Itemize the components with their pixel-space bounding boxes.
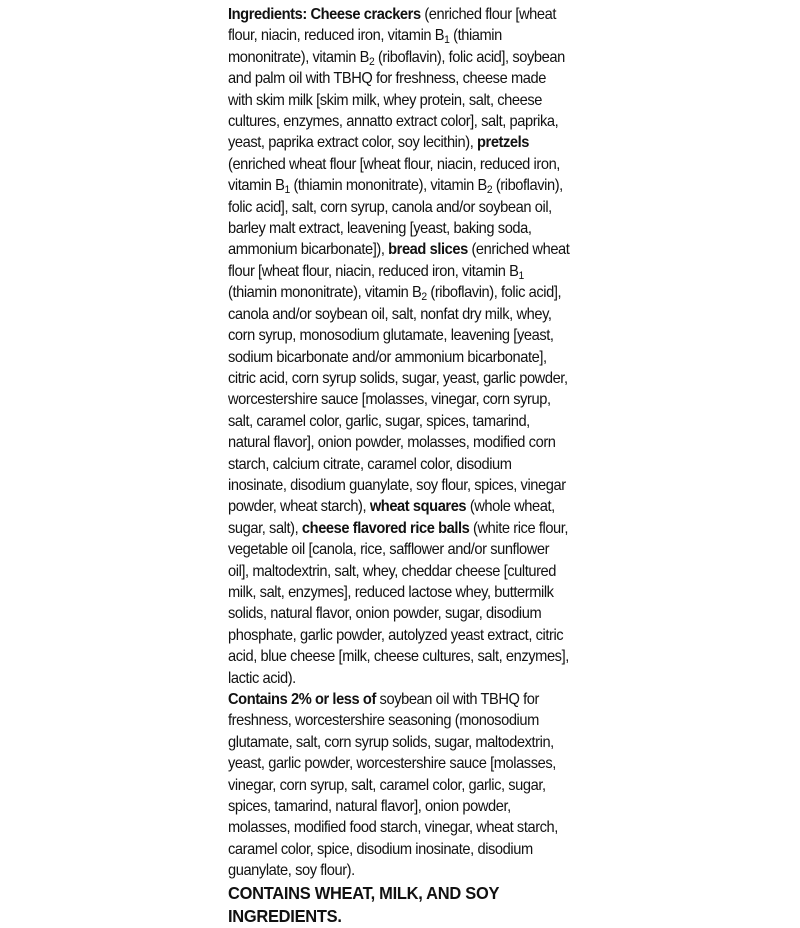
- subscript-1: 1: [518, 269, 524, 282]
- pretzels-label: pretzels: [477, 134, 530, 152]
- subscript-1: 1: [284, 184, 290, 197]
- pretzels-text-3: (riboflavin), folic acid], salt, corn syrup, canola and/or soybean oil, barley malt extract, leavening [yeast, baking soda, ammonium bicarbonate]),: [228, 177, 563, 259]
- bread-slices-label: bread slices: [388, 241, 468, 259]
- subscript-2: 2: [368, 55, 375, 68]
- cheese-crackers-label: Cheese crackers: [310, 6, 421, 23]
- pretzels-text-1: (enriched wheat flour [wheat flour, niacin, reduced iron, vitamin B: [228, 155, 560, 195]
- cheese-crackers-text-1: (enriched flour [wheat flour, niacin, reduced iron, vitamin B: [228, 6, 556, 45]
- bread-slices-text-2: (thiamin mononitrate), vitamin B: [228, 284, 422, 302]
- pretzels-text-2: (thiamin mononitrate), vitamin B: [289, 177, 487, 195]
- ingredients-paragraph: [228, 4, 573, 689]
- rice-balls-label: cheese flavored rice balls: [301, 519, 470, 537]
- contains-heading: Contains 2% or less of: [228, 691, 376, 708]
- subscript-2: 2: [421, 291, 427, 304]
- wheat-squares-text: (whole wheat, sugar, salt),: [228, 498, 555, 537]
- bread-slices-text-1: (enriched wheat flour [wheat flour, niacin, reduced iron, vitamin B: [228, 241, 570, 280]
- contains-paragraph: [228, 689, 573, 882]
- contains-text: soybean oil with TBHQ for freshness, worcestershire seasoning (monosodium glutamate, salt, corn syrup solids, sugar, maltodextrin, yeast, garlic powder, worcestershire sauce [molasses, vinegar, corn syrup, salt, caramel color, garlic, sugar, spices, tamarind, natural flavor], onion powder, molasses, modified food starch, vinegar, wheat starch, caramel color, spice, disodium inosinate, disodium guanylate, soy flour).: [228, 691, 558, 880]
- wheat-squares-label: wheat squares: [369, 498, 467, 516]
- bread-slices-text-3: (riboflavin), folic acid], canola and/or soybean oil, salt, nonfat dry milk, whey, corn syrup, monosodium glutamate, leavening [yeast, sodium bicarbonate and/or ammonium bicarbonate], citric acid, corn syrup solids, sugar, yeast, garlic powder, worcestershire sauce [molasses, vinegar, corn syrup, salt, caramel color, garlic, sugar, spices, tamarind, natural flavor], onion powder, molasses, modified corn starch, calcium citrate, caramel color, disodium inosinate, disodium guanylate, soy flour, spices, vinegar powder, wheat starch),: [228, 284, 568, 516]
- subscript-2: 2: [486, 184, 493, 197]
- rice-balls-text: (white rice flour, vegetable oil [canola, rice, safflower and/or sunflower oil], maltodextrin, salt, whey, cheddar cheese [cultured milk, salt, enzymes], reduced lactose whey, buttermilk solids, natural flavor, onion powder, sugar, disodium phosphate, garlic powder, autolyzed yeast extract, citric acid, blue cheese [milk, cheese cultures, salt, enzymes], lactic acid).: [228, 519, 569, 687]
- subscript-1: 1: [444, 34, 450, 47]
- ingredients-heading: Ingredients:: [228, 6, 307, 23]
- ingredients-panel: [228, 4, 573, 928]
- cheese-crackers-text-3: (riboflavin), folic acid], soybean and palm oil with TBHQ for freshness, cheese made with skim milk [skim milk, whey protein, salt, cheese cultures, enzymes, annatto extract color], salt, paprika, yeast, paprika extract color, soy lecithin),: [228, 48, 565, 152]
- cheese-crackers-text-2: (thiamin mononitrate), vitamin B: [228, 27, 502, 66]
- allergen-statement: CONTAINS WHEAT, MILK, AND SOY INGREDIENTS.: [228, 882, 499, 926]
